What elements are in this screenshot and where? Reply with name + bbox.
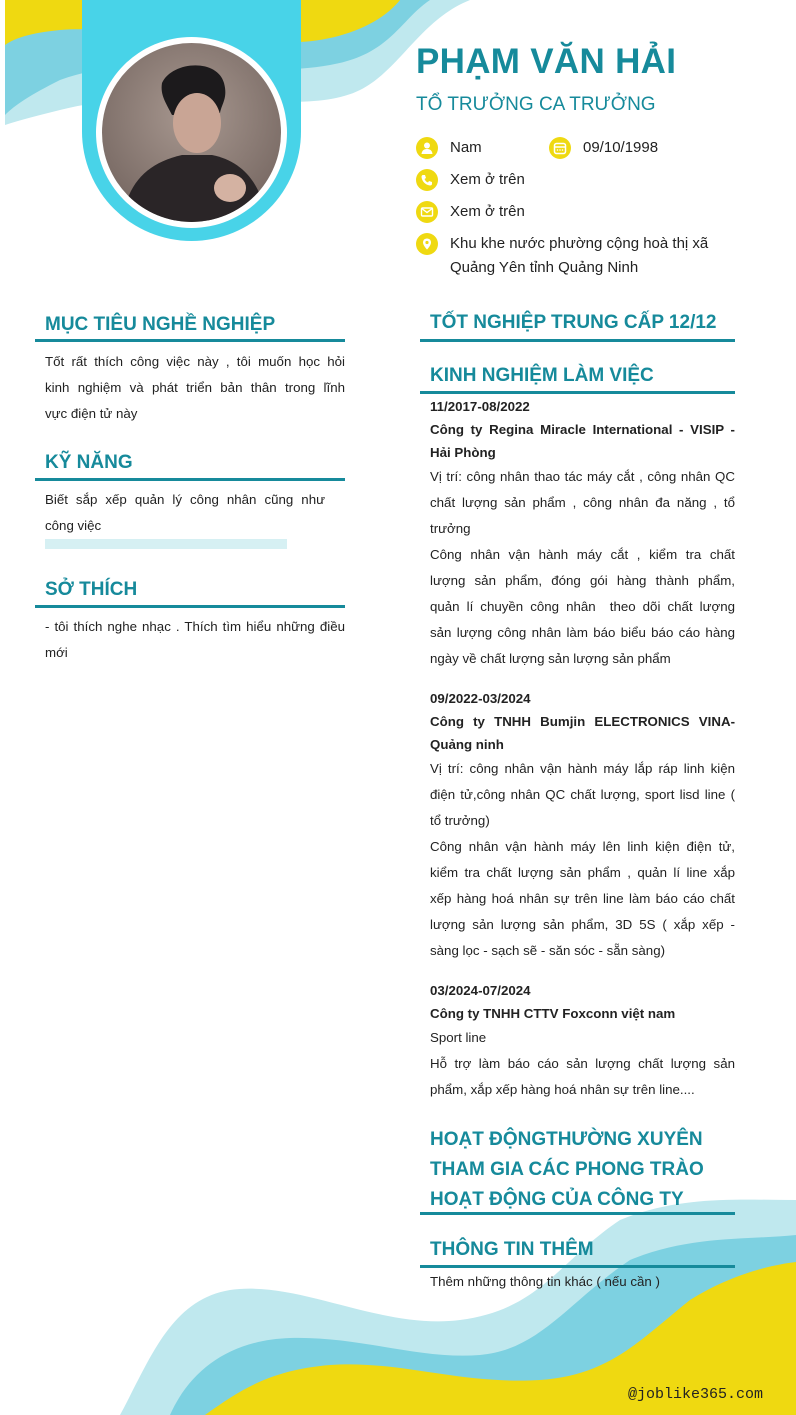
hobbies-heading: SỞ THÍCH	[45, 579, 138, 600]
experience-date: 11/2017-08/2022	[430, 399, 530, 414]
hobbies-text	[45, 614, 345, 666]
activities-line: HOẠT ĐỘNG CỦA CÔNG TY	[430, 1189, 684, 1210]
more-info-divider	[420, 1265, 735, 1268]
objective-line: Tốt rất thích công việc này , tôi muốn học hỏi	[45, 354, 345, 369]
experience-description	[430, 1025, 735, 1103]
email-value[interactable]: Xem ở trên	[450, 203, 525, 220]
experience-company	[430, 710, 735, 756]
description-line: quản lí chuyền công nhân theo dõi chất lượng	[430, 599, 735, 614]
skill-level-bar	[45, 539, 287, 549]
objective-heading: MỤC TIÊU NGHỀ NGHIỆP	[45, 314, 276, 335]
person-silhouette-icon	[102, 43, 281, 222]
job-title: TỔ TRƯỞNG CA TRƯỞNG	[416, 94, 656, 115]
description-line: Sport line	[430, 1030, 487, 1045]
phone-value[interactable]: Xem ở trên	[450, 171, 525, 188]
description-line: lượng sản lượng sản phẩm, 3D 5S ( xắp xếp -	[430, 917, 735, 932]
description-line: lượng sản phẩm, đóng gói hàng thành phẩm,	[430, 573, 735, 588]
activities-heading	[430, 1125, 704, 1215]
experience-date: 03/2024-07/2024	[430, 983, 531, 998]
user-icon	[416, 137, 438, 159]
skills-text	[45, 487, 325, 539]
experience-description	[430, 756, 735, 964]
objective-line: vực điện tử này	[45, 406, 138, 421]
experience-company	[430, 1002, 735, 1025]
description-line: sàng lọc - sạch sẽ - săn sóc - sẵn sàng)	[430, 943, 666, 958]
avatar	[96, 37, 287, 228]
calendar-icon	[549, 137, 571, 159]
activities-line: THAM GIA CÁC PHONG TRÀO	[430, 1159, 704, 1180]
company-line: Công ty TNHH Bumjin ELECTRONICS VINA-	[430, 714, 735, 729]
objective-divider	[35, 339, 345, 342]
email-row	[416, 200, 525, 224]
skills-divider	[35, 478, 345, 481]
description-line: Công nhân vận hành máy cắt , kiểm tra chất	[430, 547, 735, 562]
hobbies-divider	[35, 605, 345, 608]
description-line: sản lượng công nhân làm báo biểu báo cáo hàng	[430, 625, 735, 640]
description-line: phẩm, xắp xếp hàng hoá nhân sự trên line....	[430, 1082, 695, 1097]
education-heading: TỐT NGHIỆP TRUNG CẤP 12/12	[430, 312, 717, 333]
phone-row	[416, 168, 525, 192]
skills-heading: KỸ NĂNG	[45, 452, 133, 473]
company-line: Quảng ninh	[430, 737, 504, 752]
description-line: Hỗ trợ làm báo cáo sản lượng chất lượng sản	[430, 1056, 735, 1071]
birthday-row	[549, 136, 658, 160]
gender-row	[416, 136, 482, 160]
address-line-2: Quảng Yên tỉnh Quảng Ninh	[450, 259, 639, 276]
activities-line: HOẠT ĐỘNGTHƯỜNG XUYÊN	[430, 1129, 703, 1150]
birthday-value: 09/10/1998	[583, 139, 659, 156]
skill-line: Biết sắp xếp quản lý công nhân cũng như	[45, 492, 325, 507]
description-line: Vị trí: công nhân vận hành máy lắp ráp linh kiện	[430, 761, 735, 776]
description-line: Vị trí: công nhân thao tác máy cắt , công nhân QC	[430, 469, 735, 484]
description-line: Công nhân vận hành máy lên linh kiện điện tử,	[430, 839, 735, 854]
skill-line: công việc	[45, 518, 102, 533]
address-line-1: Khu khe nước phường cộng hoà thị xã	[450, 235, 709, 252]
hobby-line: mới	[45, 645, 68, 660]
activities-divider	[420, 1212, 735, 1215]
experience-company	[430, 418, 735, 464]
education-divider	[420, 339, 735, 342]
description-line: ngày về chất lượng sản lượng sản phẩm	[430, 651, 671, 666]
company-line: Công ty Regina Miracle International - VISIP -	[430, 422, 735, 437]
description-line: trưởng	[430, 521, 471, 536]
watermark: @joblike365.com	[628, 1386, 764, 1403]
company-line: Hải Phòng	[430, 445, 496, 460]
candidate-name: PHẠM VĂN HẢI	[416, 42, 677, 81]
description-line: điện tử,công nhân QC chất lượng, sport lisd line (	[430, 787, 735, 802]
more-info-heading: THÔNG TIN THÊM	[430, 1239, 594, 1260]
description-line: tổ trưởng)	[430, 813, 490, 828]
objective-text	[45, 349, 345, 427]
company-line: Công ty TNHH CTTV Foxconn việt nam	[430, 1006, 676, 1021]
objective-line: kinh nghiệm và phát triển bản thân trong lĩnh	[45, 380, 345, 395]
location-pin-icon	[416, 233, 438, 255]
address-row	[416, 232, 708, 280]
experience-description	[430, 464, 735, 672]
address-value	[450, 232, 708, 280]
experience-heading: KINH NGHIỆM LÀM VIỆC	[430, 365, 654, 386]
more-info-text: Thêm những thông tin khác ( nếu cần )	[430, 1274, 660, 1289]
hobby-line: - tôi thích nghe nhạc . Thích tìm hiểu những điều	[45, 619, 345, 634]
mail-icon	[416, 201, 438, 223]
experience-date: 09/2022-03/2024	[430, 691, 531, 706]
description-line: kiểm tra chất lượng sản phẩm , quản lí line xắp	[430, 865, 735, 880]
description-line: chất lượng sản phẩm , công nhân đa năng , tổ	[430, 495, 735, 510]
description-line: xếp hàng hoá nhân sự trên line làm báo cáo chất	[430, 891, 735, 906]
gender-value: Nam	[450, 139, 482, 156]
experience-divider	[420, 391, 735, 394]
phone-icon	[416, 169, 438, 191]
profile-photo	[102, 43, 281, 222]
